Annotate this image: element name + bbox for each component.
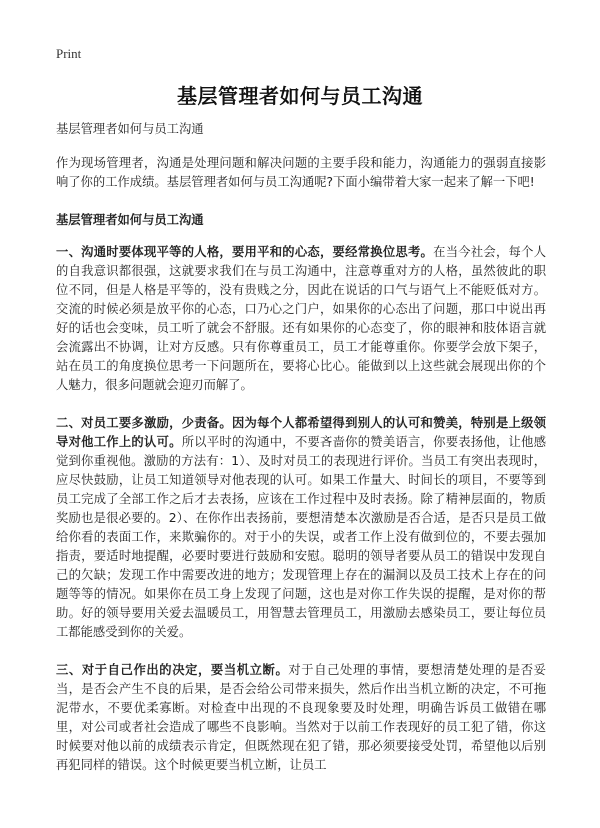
intro-paragraph: 作为现场管理者，沟通是处理问题和解决问题的主要手段和能力，沟通能力的强弱直接影响了你的工作成绩。基层管理者如何与员工沟通呢?下面小编带着大家一起来了解一下吧! [56,156,546,189]
point-body-3: 对于自己处理的事情，要想清楚处理的是否妥当，是否会产生不良的后果，是否会给公司带来损失，然后作出当机立断的决定，不可拖泥带水，不要优柔寡断。对检查中出现的不良现象要及时处理，明确告诉员工做错在哪里，对公司或者社会造成了哪些不良影响。当然对于以前工作表现好的员工犯了错，你这时候要对他以前的成绩表示肯定，但既然现在犯了错，那必须要接受处罚，希望他以后别再犯同样的错误。这个时候更要当机立断，让员工 [56,663,546,772]
point-body-1: 在当今社会，每个人的自我意识都很强，这就要求我们在与员工沟通中，注意尊重对方的人格，虽然彼此的职位不同，但是人格是平等的，没有贵贱之分，因此在说话的口气与语气上不能贬低对方。交流的时候必须是放平你的心态，口乃心之门户，如果你的心态出了问题，那口中说出再好的话也会变味，员工听了就会不舒服。还有如果你的心态变了，你的眼神和肢体语言就会流露出不协调，让对方反感。只有你尊重员工，员工才能尊重你。你要学会放下架子，站在员工的角度换位思考一下问题所在，要将心比心。能做到以上这些就会展现出你的个人魅力，很多问题就会迎刃而解了。 [56,245,546,392]
article-body [56,120,546,794]
article-subtitle: 基层管理者如何与员工沟通 [56,122,204,136]
document-title: 基层管理者如何与员工沟通 [177,84,423,108]
point-paragraph-3 [56,661,546,775]
point-paragraph-1 [56,243,546,395]
point-paragraph-2 [56,414,546,642]
print-label: Print [56,46,82,61]
section-heading: 基层管理者如何与员工沟通 [56,213,204,227]
point-body-2: 所以平时的沟通中，不要吝啬你的赞美语言，你要表扬他，让他感觉到你重视他。激励的方法有：1）、及时对员工的表现进行评价。当员工有突出表现时，应尽快鼓励，让员工知道领导对他表现的认可。如果工作量大、时间长的项目，不要等到员工完成了全部工作之后才去表扬，应该在工作过程中及时表扬。除了精神层面的，物质奖励也是很必要的。2）、在你作出表扬前，要想清楚本次激励是否合适，是否只是员工做给你看的表面工作，来欺骗你的。对于小的失误，或者工作上没有做到位的，不要去强加指责，要适时地提醒，必要时要进行鼓励和安慰。聪明的领导者要从员工的错误中发现自己的欠缺；发现工作中需要改进的地方；发现管理上存在的漏洞以及员工技术上存在的问题等等的情况。如果你在员工身上发现了问题，这也是对你工作失误的提醒，是对你的帮助。好的领导要用关爱去温暖员工，用智慧去管理员工，用激励去感染员工，要让每位员工都能感受到你的关爱。 [56,435,546,639]
point-lead-1: 一、沟通时要体现平等的人格，要用平和的心态，要经常换位思考。 [56,245,434,259]
point-lead-3: 三、对于自己作出的决定，要当机立断。 [56,663,289,677]
point-lead-2: 二、对员工要多激励，少责备。因为每个人都希望得到别人的认可和赞美，特别是上级领导对他工作上的认可。 [56,416,546,449]
